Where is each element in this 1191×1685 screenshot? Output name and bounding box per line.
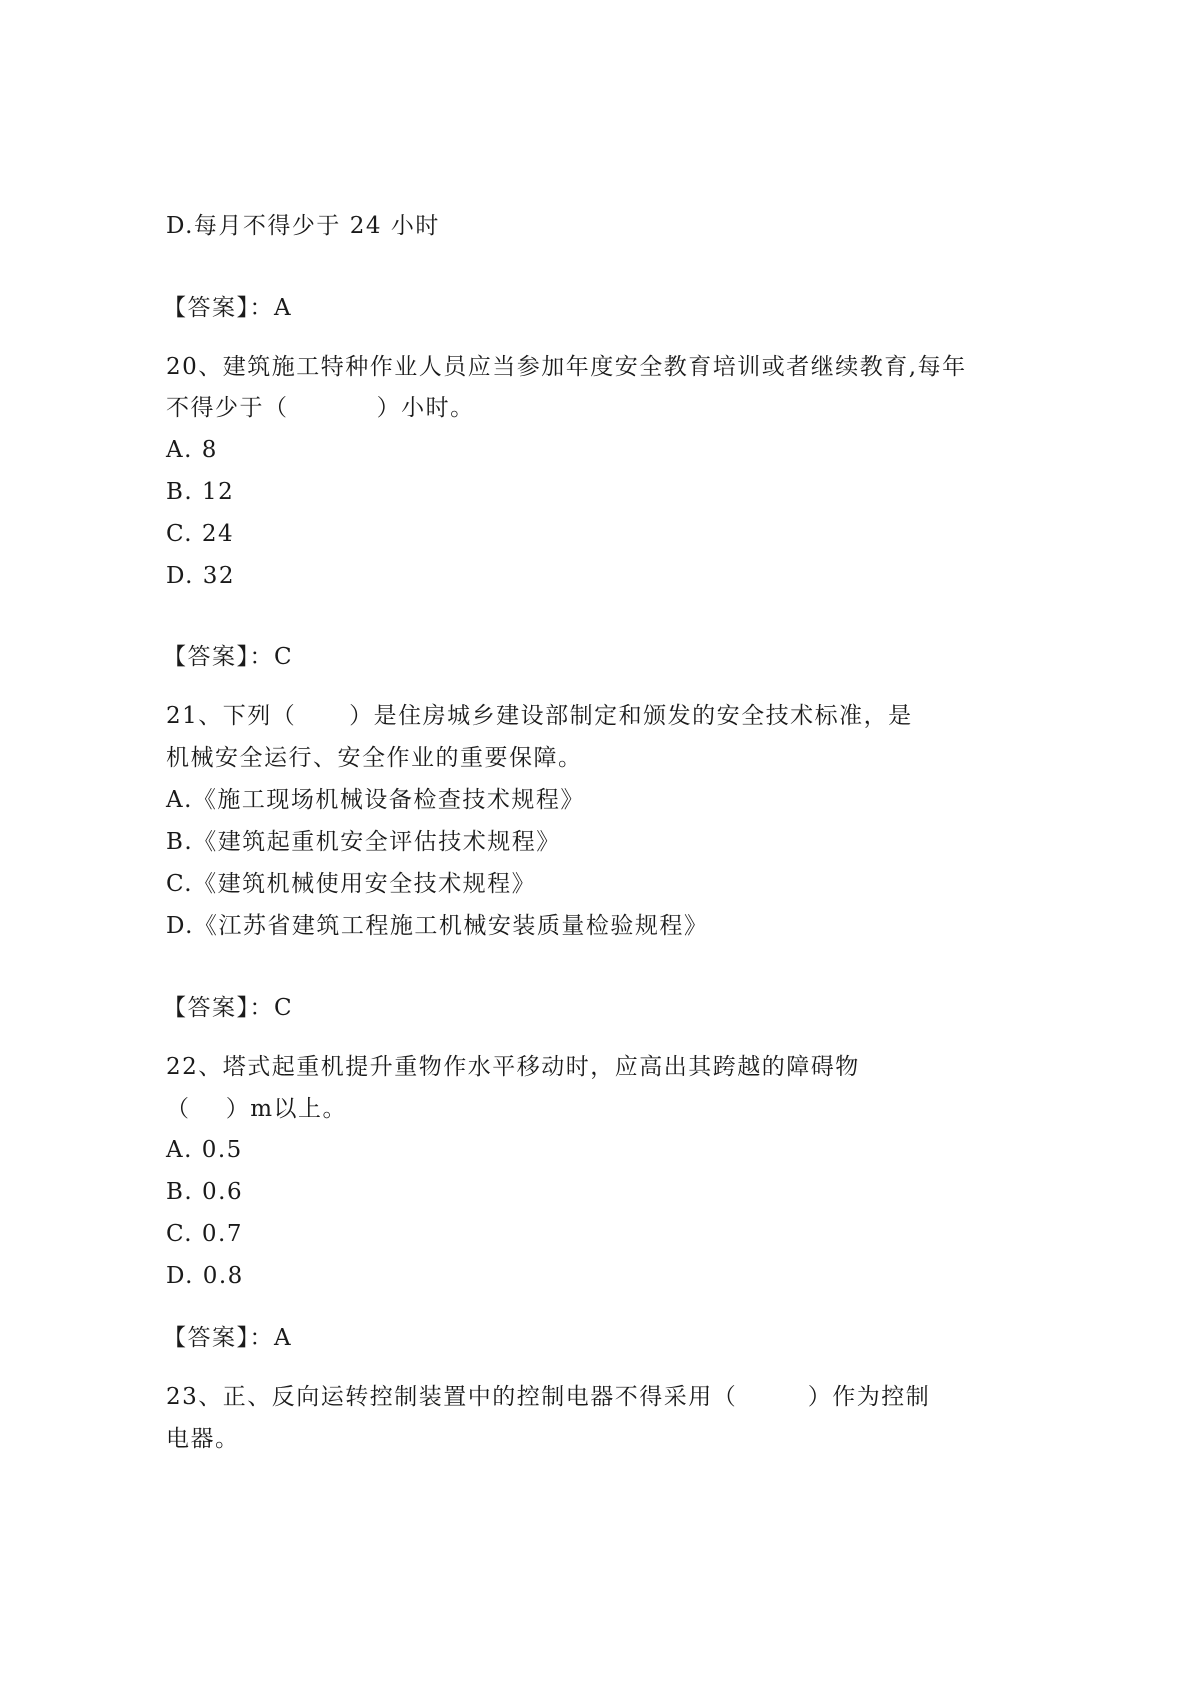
q22-answer: 【答案】：A (163, 1325, 293, 1351)
q20-stem-line2: 不得少于（ ）小时。 (166, 395, 475, 421)
q22-option-b: B. 0.6 (166, 1179, 244, 1205)
q21-option-d: D.《江苏省建筑工程施工机械安装质量检验规程》 (166, 913, 709, 939)
q19-option-d: D.每月不得少于 24 小时 (166, 213, 440, 239)
q23-stem-line1: 23、正、反向运转控制装置中的控制电器不得采用（ ）作为控制 (166, 1384, 931, 1410)
q22-option-d: D. 0.8 (166, 1263, 244, 1289)
q20-option-a: A. 8 (166, 437, 218, 463)
q21-stem-line2: 机械安全运行、安全作业的重要保障。 (166, 745, 583, 771)
q22-option-a: A. 0.5 (166, 1137, 243, 1163)
q22-option-c: C. 0.7 (166, 1221, 243, 1247)
q22-stem-line2: （ ）m以上。 (166, 1096, 348, 1122)
q23-stem-line2: 电器。 (166, 1426, 240, 1452)
q22-stem-line1: 22、塔式起重机提升重物作水平移动时，应高出其跨越的障碍物 (166, 1054, 860, 1080)
q21-option-a: A.《施工现场机械设备检查技术规程》 (166, 787, 585, 813)
q20-option-b: B. 12 (166, 479, 235, 505)
q21-option-b: B.《建筑起重机安全评估技术规程》 (166, 829, 561, 855)
q21-stem-line1: 21、下列（ ）是住房城乡建设部制定和颁发的安全技术标准，是 (166, 703, 913, 729)
q20-option-c: C. 24 (166, 521, 235, 547)
q20-stem-line1: 20、建筑施工特种作业人员应当参加年度安全教育培训或者继续教育,每年 (166, 354, 967, 380)
q20-option-d: D. 32 (166, 563, 236, 589)
q21-option-c: C.《建筑机械使用安全技术规程》 (166, 871, 537, 897)
q20-answer: 【答案】：C (163, 644, 294, 670)
q21-answer: 【答案】：C (163, 995, 294, 1021)
q19-answer: 【答案】：A (163, 295, 293, 321)
